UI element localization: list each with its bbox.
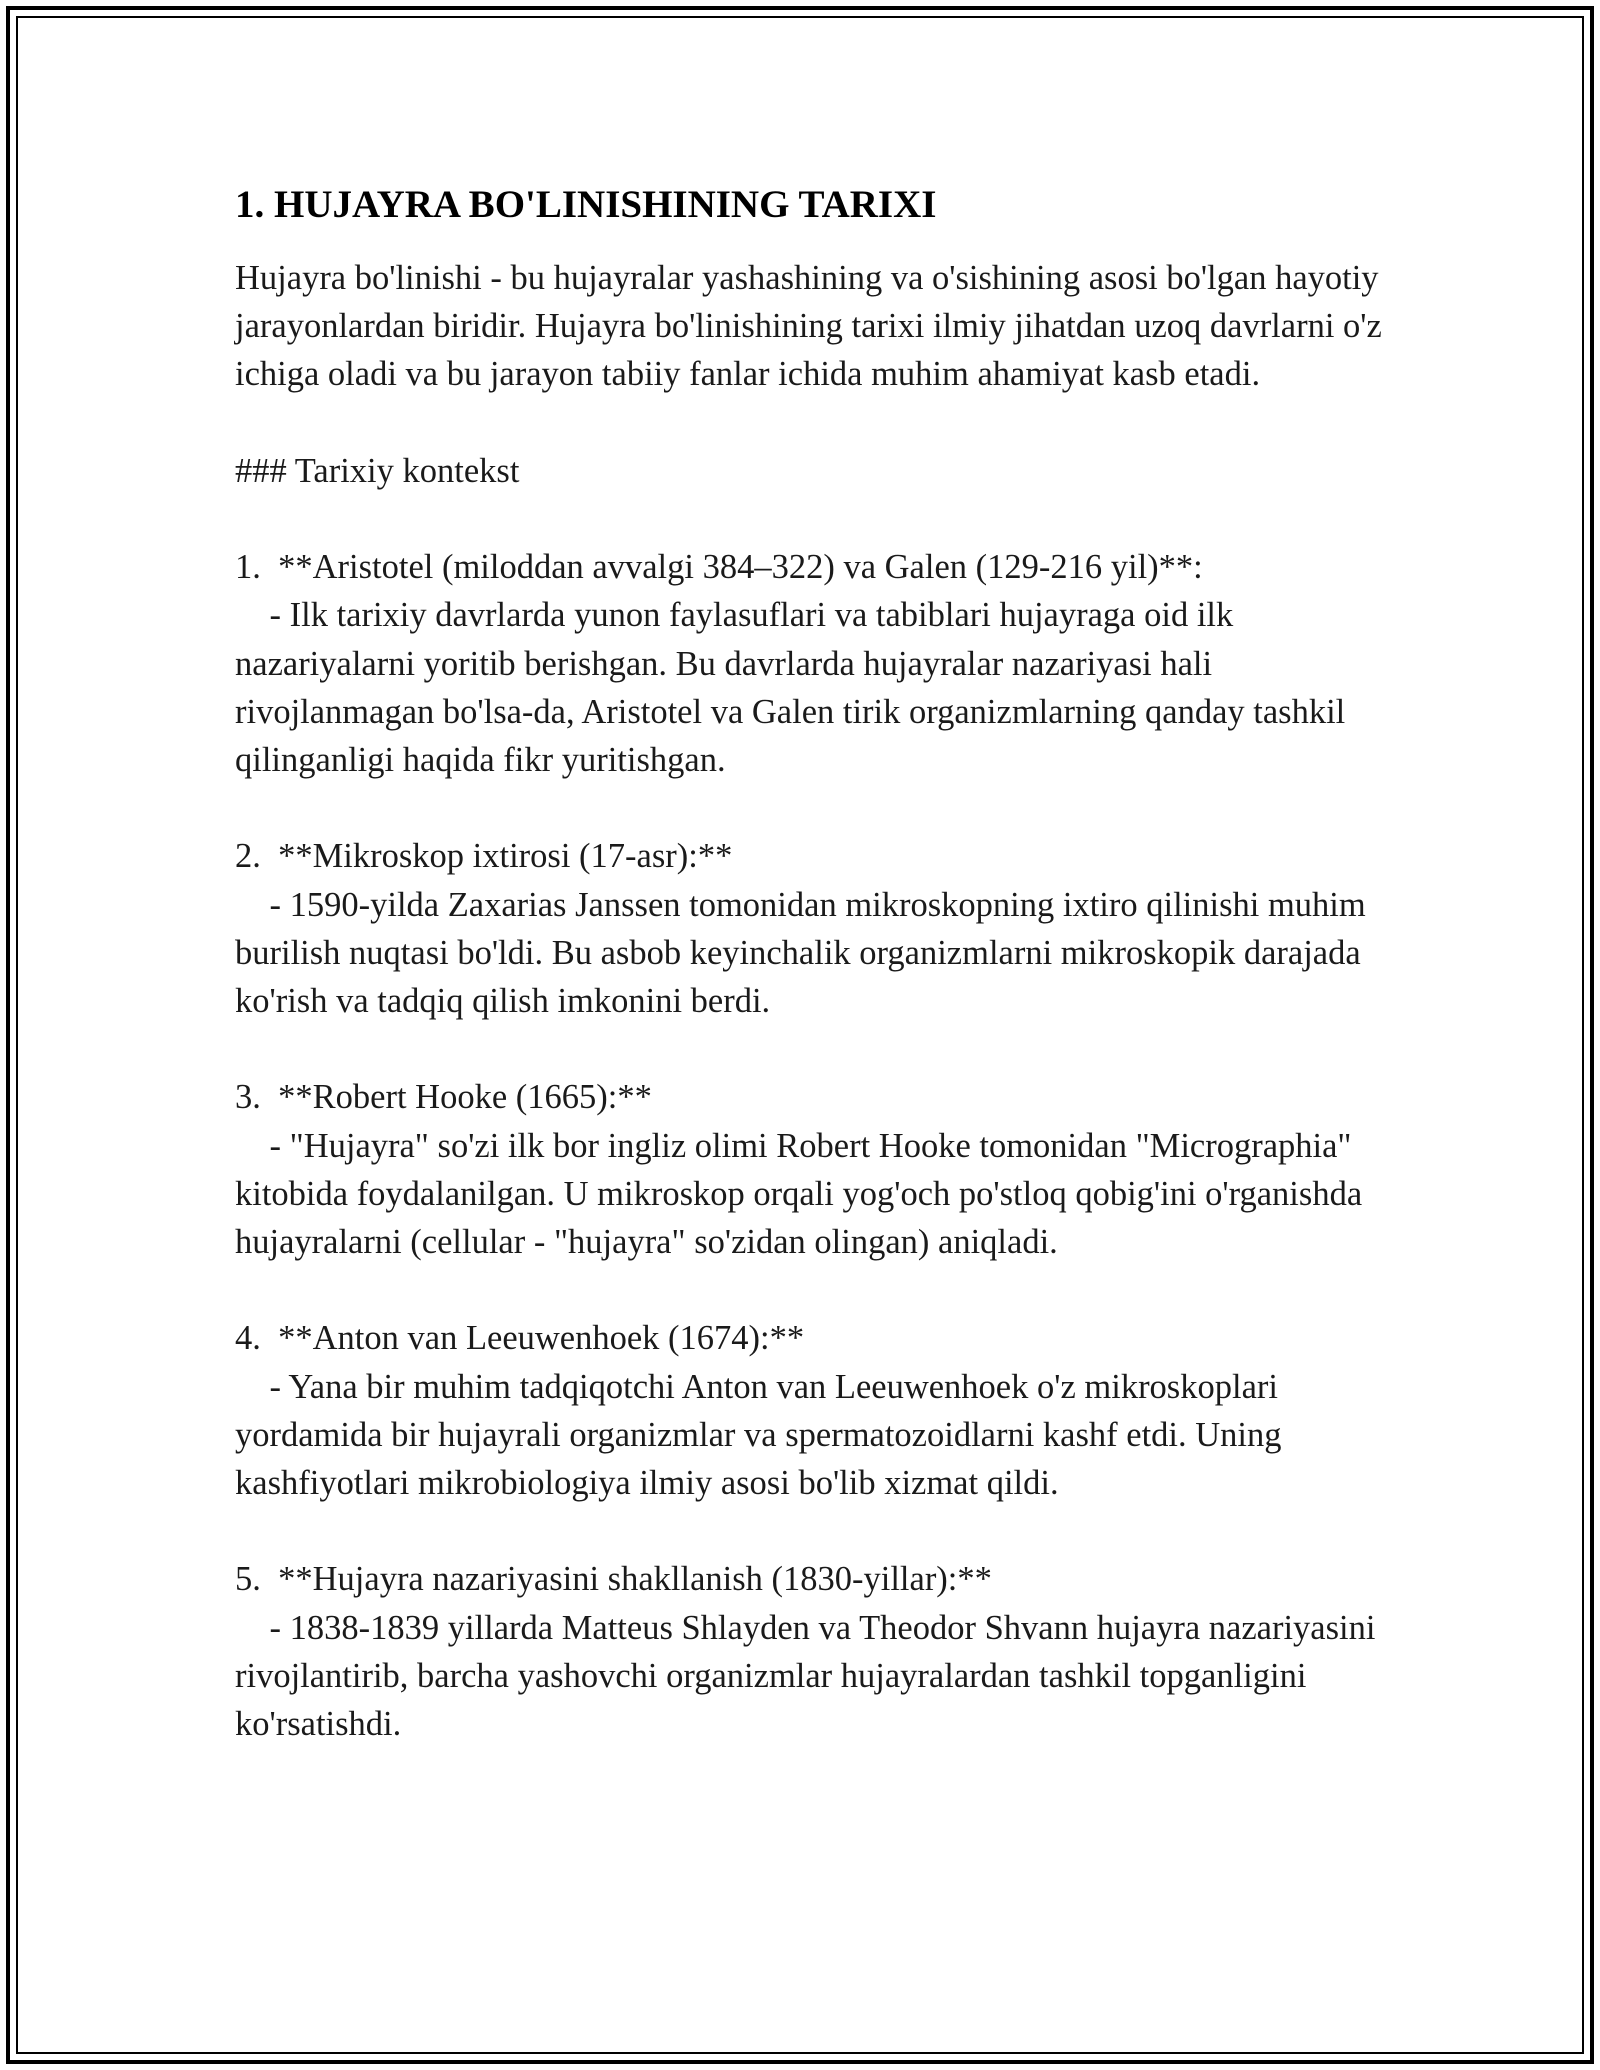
paragraph-gap — [235, 1266, 1395, 1314]
list-item-body: - Yana bir muhim tadqiqotchi Anton van Leeuwenhoek o'z mikroskoplari yordamida bir hujayrali organizmlar va spermatozoidlarni kashf etdi. Uning kashfiyotlari mikrobiologiya ilmiy asosi bo'lib xizmat qildi. — [235, 1367, 1291, 1502]
list-item-heading: 4. **Anton van Leeuwenhoek (1674):** — [235, 1319, 805, 1358]
list-item — [235, 1555, 1395, 1748]
paragraph-gap — [235, 1507, 1395, 1555]
section-subheading: ### Tarixiy kontekst — [235, 451, 520, 490]
list-item-heading: 5. **Hujayra nazariyasini shakllanish (1830-yillar):** — [235, 1560, 992, 1599]
paragraph-gap — [235, 1025, 1395, 1073]
list-item-body: - "Hujayra" so'zi ilk bor ingliz olimi Robert Hooke tomonidan "Micrographia" kitobida foydalanilgan. U mikroskop orqali yog'och po'stloq qobig'ini o'rganishda hujayralarni (cellular - "hujayra" so'zidan olingan) aniqladi. — [235, 1126, 1371, 1261]
list-item-heading: 2. **Mikroskop ixtirosi (17-asr):** — [235, 837, 733, 876]
paragraph-gap — [235, 784, 1395, 832]
paragraph-gap — [235, 495, 1395, 543]
list-item — [235, 1073, 1395, 1266]
list-item-body: - 1838-1839 yillarda Matteus Shlayden va Theodor Shvann hujayra nazariyasini rivojlantirib, barcha yashovchi organizmlar hujayralardan tashkil topganligini ko'rsatishdi. — [235, 1608, 1385, 1743]
paragraph-gap — [235, 399, 1395, 447]
list-item — [235, 832, 1395, 1025]
document-body — [235, 178, 1395, 1748]
list-item — [235, 543, 1395, 784]
list-item-body: - 1590-yilda Zaxarias Janssen tomonidan mikroskopning ixtiro qilinishi muhim burilish nuqtasi bo'ldi. Bu asbob keyinchalik organizmlarni mikroskopik darajada ko'rish va tadqiq qilish imkonini berdi. — [235, 885, 1375, 1020]
list-item — [235, 1314, 1395, 1507]
list-item-heading: 3. **Robert Hooke (1665):** — [235, 1078, 652, 1117]
document-title: 1. HUJAYRA BO'LINISHINING TARIXI — [235, 183, 937, 226]
intro-paragraph: Hujayra bo'linishi - bu hujayralar yashashining va o'sishining asosi bo'lgan hayotiy jarayonlardan biridir. Hujayra bo'linishining tarixi ilmiy jihatdan uzoq davrlarni o'z ichiga oladi va bu jarayon tabiiy fanlar ichida muhim ahamiyat kasb etadi. — [235, 259, 1391, 394]
list-item-heading: 1. **Aristotel (miloddan avvalgi 384–322) va Galen (129-216 yil)**: — [235, 548, 1203, 587]
list-item-body: - Ilk tarixiy davrlarda yunon faylasuflari va tabiblari hujayraga oid ilk nazariyalarni yoritib berishgan. Bu davrlarda hujayralar nazariyasi hali rivojlanmagan bo'lsa-da, Aristotel va Galen tirik organizmlarning qanday tashkil qilinganligi haqida fikr yuritishgan. — [235, 596, 1354, 779]
